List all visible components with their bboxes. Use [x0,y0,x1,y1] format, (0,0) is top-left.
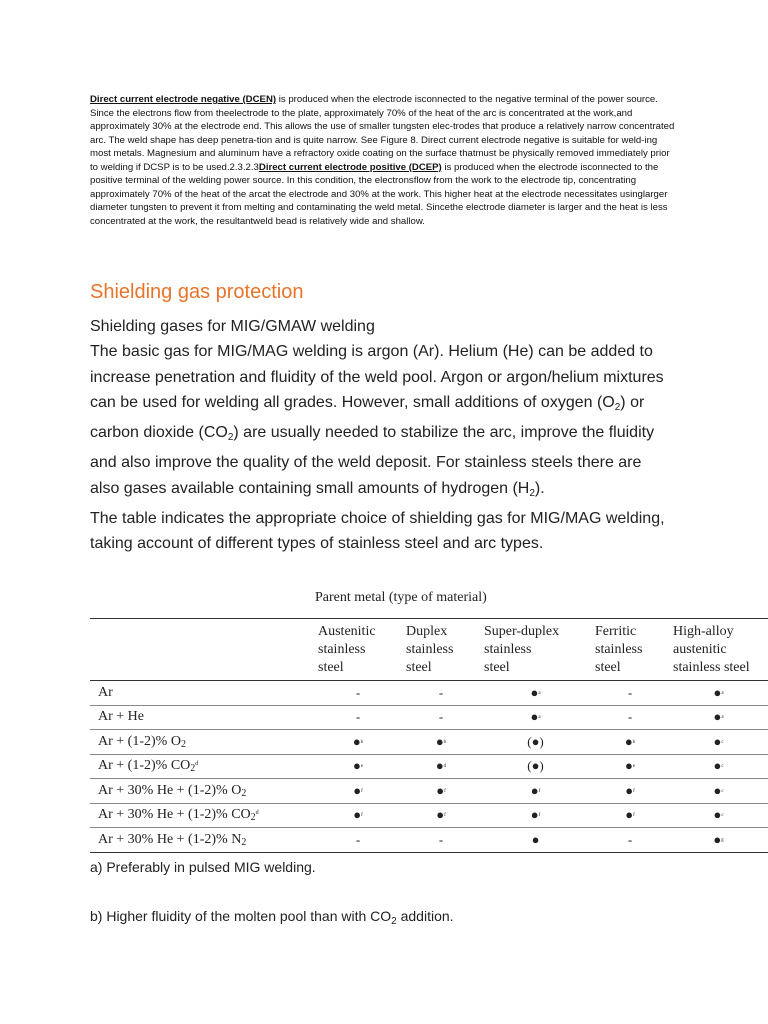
suitability-mark: ● [713,758,722,774]
table-row [90,681,768,706]
suitability-cell [669,803,768,828]
suitability-mark: - [438,684,444,700]
suitability-cell [669,779,768,804]
suitability-cell [480,730,591,755]
gas-mixture-cell: Ar + (1-2)% $O_2$ [90,730,314,755]
table-row [90,705,768,730]
column-header-duplex: Duplex stainless steel [402,619,480,681]
suitability-mark: ● [625,807,634,823]
footnote-ref: f [444,813,446,819]
suitability-mark: (●) [527,733,544,749]
table-row [90,828,768,853]
suitability-cell [669,730,768,755]
dcep-text: is produced when the electrode isconnected to the positive terminal of the welding power source. In this condition, the electronsflow from the work to the electrode tip, concentrating approximately 70% of the heat of the arcat the electrode and 30% at the work. This higher heat at the electrode necessitates usinglarger diameter tungsten to prevent it from melting and contaminating the weld metal. Sincethe electrode diameter is larger and the heat is less concentrated at the work, the resultantweld bead is relatively wide and shallow. [90,161,668,227]
suitability-mark: ● [530,684,539,700]
suitability-mark: ● [713,831,722,847]
suitability-mark: ● [713,709,722,725]
suitability-cell [480,705,591,730]
section-subheading: Shielding gases for MIG/GMAW welding [90,318,375,335]
column-header-gas [90,619,314,681]
table-row [90,803,768,828]
suitability-cell [314,779,402,804]
gas-mixture-cell: Ar [90,681,314,706]
table-header-row [90,619,768,681]
footnote-ref: f [538,788,541,794]
suitability-mark: ● [624,733,633,749]
column-header-austenitic: Austenitic stainless steel [314,619,402,681]
suitability-cell [480,754,591,779]
suitability-mark: - [627,709,633,725]
footnote-ref: c [721,788,724,794]
suitability-cell [314,803,402,828]
column-header-super-duplex: Super-duplex stainless steel [480,619,591,681]
suitability-cell [402,681,480,706]
section-heading: Shielding gas protection [90,281,304,303]
table-row [90,754,768,779]
column-header-high-alloy: High-alloy austenitic stainless steel [669,619,768,681]
table-row [90,779,768,804]
suitability-mark: ● [352,733,361,749]
suitability-cell [669,705,768,730]
suitability-mark: - [355,831,361,847]
suitability-cell [591,803,669,828]
gas-mixture-cell: Ar + 30% He + (1-2)% $O_2$ [90,779,314,804]
suitability-mark: ● [713,733,722,749]
footnote-ref: b [443,739,447,745]
footnote-ref: b [632,739,636,745]
footnote-ref: a [538,690,541,696]
suitability-cell [669,754,768,779]
footnote-ref: c [721,739,724,745]
suitability-cell [402,828,480,853]
table-caption: Parent metal (type of material) [315,590,487,605]
suitability-cell [402,754,480,779]
suitability-cell [669,828,768,853]
suitability-cell [402,803,480,828]
suitability-cell [314,730,402,755]
gas-paragraph: The basic gas for MIG/MAG welding is argon (Ar). Helium (He) can be added to increase penetration and fluidity of the weld pool. Argon or argon/helium mixtures can be used for welding all grades. However, small additions of oxygen $(O_2)$ or carbon dioxide $(CO_2)$ are usually needed to stabilize the arc, improve the fluidity and also improve the quality of the weld deposit. For stainless steels there are also gases available containing small amounts of hydrogen $(H_2)$. [90,343,664,499]
suitability-mark: ● [530,709,539,725]
dcen-text: is produced when the electrode isconnected to the negative terminal of the power source. Since the electrons flow from theelectrode to the plate, approximately 70% of the heat of the arc is concentrated at the work,and approximately 30% at the electrode end. This allows the use of smaller tungsten elec-trodes that produce a relatively narrow concentrated arc. The weld shape has deep penetra-tion and is quite narrow. See Figure 8. Direct current electrode negative is suitable for weld-ing most metals. Magnesium and aluminum have a refractory oxide coating on the surface thatmust be physically removed immediately prior to welding if DCSP is to be used.2.3.2.3 [90,94,675,173]
footnote-ref: f [361,813,363,819]
suitability-cell [480,681,591,706]
footnote-ref: d [443,764,447,770]
table-body [90,681,768,853]
gas-mixture-cell: Ar + (1-2)% $CO_2^d$ [90,754,314,779]
suitability-mark: ● [353,807,362,823]
suitability-mark: - [438,831,444,847]
footnote-ref: f [633,788,635,794]
gas-mixture-cell: Ar + 30% He + (1-2)% $N_2$ [90,828,314,853]
intro-paragraph [90,93,680,228]
suitability-mark: ● [530,807,539,823]
suitability-mark: ● [531,831,540,847]
suitability-cell [402,705,480,730]
footnote-ref: e [632,764,636,770]
suitability-cell [591,828,669,853]
suitability-mark: ● [436,807,445,823]
suitability-cell [480,779,591,804]
footnote-ref: f [633,813,635,819]
suitability-cell [402,730,480,755]
suitability-mark: - [438,709,444,725]
suitability-mark: (●) [527,758,544,774]
suitability-mark: ● [352,758,361,774]
suitability-mark: ● [713,782,722,798]
suitability-cell [591,730,669,755]
footnote-ref: c [721,813,724,819]
suitability-mark: ● [530,782,539,798]
suitability-cell [480,828,591,853]
section-body [90,314,670,557]
dcen-term: Direct current electrode negative (DCEN) [90,94,277,105]
suitability-mark: ● [436,782,445,798]
gas-mixture-cell: Ar + He [90,705,314,730]
column-header-ferritic: Ferritic stainless steel [591,619,669,681]
suitability-cell [591,705,669,730]
suitability-cell [480,803,591,828]
dcep-term: Direct current electrode positive (DCEP) [258,161,442,173]
footnote-ref: f [444,788,446,794]
footnote-ref: f [538,813,541,819]
gas-mixture-cell: Ar + 30% He + (1-2)% $CO_2^d$ [90,803,314,828]
suitability-mark: ● [625,782,634,798]
suitability-cell [669,681,768,706]
suitability-cell [314,754,402,779]
suitability-mark: ● [435,758,444,774]
suitability-mark: ● [624,758,633,774]
footnote-ref: a [721,715,724,721]
suitability-cell [314,681,402,706]
table-row [90,730,768,755]
shielding-gas-table [90,618,768,853]
footnote-ref: c [721,764,724,770]
footnote-ref: a [721,690,724,696]
suitability-mark: - [355,709,361,725]
suitability-mark: ● [435,733,444,749]
footnote-ref: b [360,739,364,745]
suitability-cell [591,779,669,804]
footnote-ref: g [721,837,724,843]
footnote-a: a) Preferably in pulsed MIG welding. [90,859,316,875]
suitability-mark: ● [713,684,722,700]
suitability-mark: ● [713,807,722,823]
footnote-ref: a [538,715,541,721]
suitability-mark: - [627,831,633,847]
suitability-mark: - [355,684,361,700]
suitability-cell [402,779,480,804]
suitability-mark: - [627,684,633,700]
suitability-cell [591,754,669,779]
footnote-ref: e [360,764,364,770]
footnote-b: b) Higher fluidity of the molten pool than with $CO_2$ addition. [90,908,454,927]
suitability-mark: ● [353,782,362,798]
suitability-cell [314,705,402,730]
suitability-cell [591,681,669,706]
table-intro-paragraph: The table indicates the appropriate choice of shielding gas for MIG/MAG welding, taking account of different types of stainless steel and arc types. [90,510,665,553]
suitability-cell [314,828,402,853]
footnote-ref: f [361,788,363,794]
